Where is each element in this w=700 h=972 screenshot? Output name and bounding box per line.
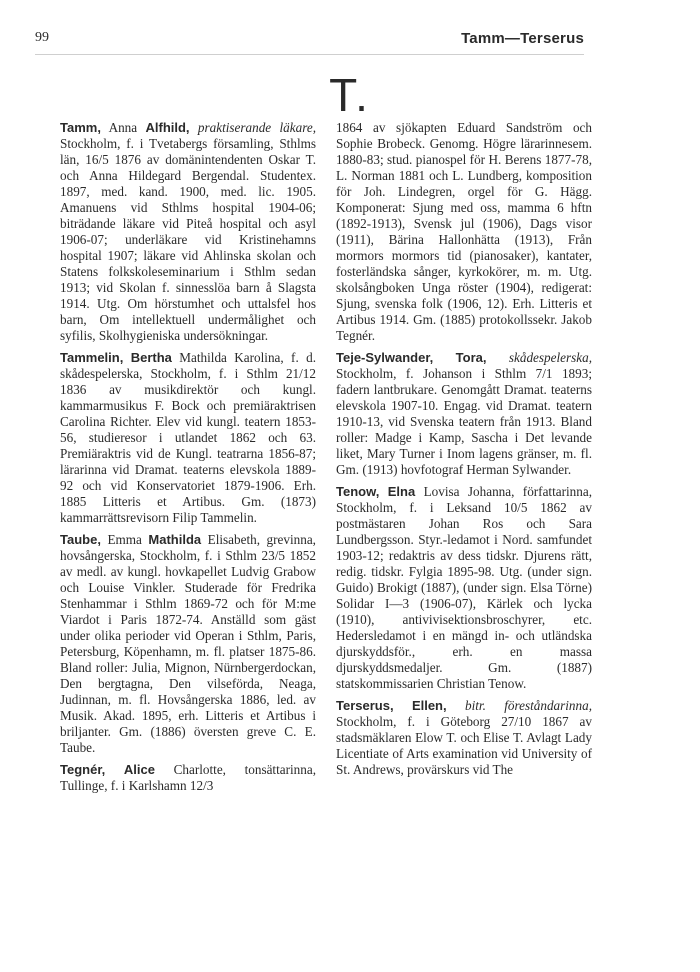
entry-occupation: praktiserande läkare,	[189, 120, 317, 135]
entry-given-name: Alfhild,	[145, 120, 190, 135]
entry-surname: Tenow,	[336, 484, 380, 499]
entry-given-name: Ellen,	[411, 698, 447, 713]
entry-text: 1864 av sjökapten Eduard Sandström och Sophie Brobeck. Genomg. Högre lärarinnesem. 1880-83; stud. pianospel för H. Berens 1877-78, L. Norman 1881 och L. Lundberg, komposition för Joh. Lindegren, orgel för G. Hägg. Komponerat: Sjung med oss, mamma 6 hftn (1892-1913), Svensk jul (1906), Dags visor (1911), Bärina Hallonhätta (1913), Från mormors mormors tid (pianosaker), kantater, fosterländska sånger, kyrkokörer, m. m. Utg. skolsångboken Unga röster (1904), redigerat: Sjung, svenska folk (1906, 12). Erh. Litteris et Artibus 1914. Gm. (1885) protokollssekr. Jakob Tegnér.	[336, 120, 592, 343]
entry-given-name: Alice	[123, 762, 155, 777]
entry-text: Stockholm, f. i Tvetabergs församling, Sthlms län, 16/5 1876 av domänintendenten Oskar T. och Anna Hildegard Bergendal. Studentex. 1897, med. kand. 1900, med. lic. 1905. Amanuens vid Sthlms hospital 1904-06; biträdande läkare vid Piteå hospital och asyl 1906-07; underläkare vid Kristinehamns hospital 1907; läkare vid Ahlinska skolan och Statens folkskoleseminarium i Sthlm sedan 1913; vid Skolan f. sinnesslöa barn å Slagsta 1914. Utg. Om hörstumhet och uttalsfel hos barn, Om intellektuell undermålighet och syfilis, Skolhygieniska undersökningar.	[60, 136, 316, 343]
left-column	[60, 120, 316, 794]
right-column	[336, 120, 592, 778]
entry-text: Mathilda Karolina, f. d. skådespelerska, Stockholm, f. i Sthlm 21/12 1836 av musikdirektör och kungl. kammarmusikus F. Bock och premiäraktrisen Carolina Richter. Elev vid kungl. teatern 1853-56, studieresor i utlandet 1862 och 63. Premiäraktris vid de Kungl. teatrarna 1856-87; lärarinna vid Dramat. teaterns elevskola 1889-92 och vid Konservatoriet 1879-1906. Erh. 1885 Litteris et Artibus. Gm. (1873) kammarrättsrevisorn Filip Tammelin.	[60, 350, 317, 525]
entry-text: Lovisa Johanna, författarinna, Stockholm, f. i Leksand 10/5 1862 av postmästaren Johan Ros och Sara Lundbergsson. Styr.-ledamot i Nord. samfundet 1903-12; redaktris av dess tidskr. Djurens rätt, redig. tidskr. Fylgia 1895-98. Utg. (under sign. Guido) Brokigt (1887), (under sign. Elsa Törne) Solidar I—3 (1906-07), Kärlek och lycka (1910), antivivisektionsbroschyrer, etc. Hedersledamot i en mängd in- och utländska djurskyddsför., erh. en massa djurskyddsmedaljer. Gm. (1887) statskommissarien Christian Tenow.	[336, 484, 593, 691]
entry-terserus	[336, 698, 592, 778]
entry-tamm	[60, 120, 316, 344]
entry-pre	[433, 350, 455, 365]
entry-surname: Tammelin,	[60, 350, 124, 365]
entry-given-name: Bertha	[130, 350, 172, 365]
entry-tenow	[336, 484, 592, 692]
entry-text: Elisabeth, grevinna, hovsångerska, Stockholm, f. i Sthlm 23/5 1852 av medl. av kungl. hovkapellet Ludvig Grabow och Louise Vinkler. Studerade för Fredrika Stenhammar i Sthlm 1869-72 och för M:me Viardot i Paris 1872-74. Anställd som gäst under olika perioder vid Operan i Sthlm, Paris, Petersburg, Köpenhamn, m. fl. platser 1875-86. Bland roller: Julia, Mignon, Nürnbergerdockan, Den bergtagna, Den vilseförda, Neaga, Judinnan, m. fl. Hovsångerska 1886, led. av Musik. Akad. 1895, erh. Litteris et Artibus i briljanter. Gm. (1886) översten greve C. E. Taube.	[60, 532, 316, 755]
entry-surname: Terserus,	[336, 698, 394, 713]
entry-occupation: bitr. föreståndarinna,	[446, 698, 593, 713]
section-letter: T.	[329, 69, 371, 121]
entry-given-name: Mathilda	[148, 532, 202, 547]
entry-text: Stockholm, f. Johanson i Sthlm 7/1 1893; fadern lantbrukare. Genomgått Dramat. teaterns elevskola 1907-10. Engag. vid Dramat. teatern 1910-13, vid Svenska teatern från 1913. Bland roller: Madge i Kamp, Sascha i Det levande liket, Mary Turner i Inom lagens gränser, m. fl. Gm. (1913) hovfotograf Herman Sylwander.	[336, 366, 592, 477]
entry-taube	[60, 532, 316, 756]
entry-pre	[379, 484, 387, 499]
entry-pre: Anna	[100, 120, 146, 135]
entry-teje-sylwander	[336, 350, 592, 478]
entry-text: Stockholm, f. i Göteborg 27/10 1867 av stadsmäklaren Elow T. och Elise T. Avlagt Lady Licentiate of Arts examination vid University of St. Andrews, provärskurs vid The	[336, 714, 592, 777]
entry-tegner-continued	[336, 120, 592, 344]
entry-pre	[394, 698, 412, 713]
entry-tegner	[60, 762, 316, 794]
page-number: 99	[35, 30, 49, 45]
entry-given-name: Tora,	[455, 350, 487, 365]
entry-surname: Teje-Sylwander,	[336, 350, 434, 365]
header-rule	[35, 54, 584, 55]
running-head: Tamm—Terserus	[461, 30, 584, 47]
entry-occupation: skådespelerska,	[486, 350, 592, 365]
entry-text: Charlotte, tonsättarinna, Tullinge, f. i Karlshamn 12/3	[60, 762, 317, 793]
entry-pre: Emma	[100, 532, 149, 547]
entry-surname: Taube,	[60, 532, 101, 547]
entry-given-name: Elna	[387, 484, 416, 499]
entry-pre	[123, 350, 130, 365]
entry-pre	[105, 762, 124, 777]
entry-surname: Tamm,	[60, 120, 101, 135]
entry-tammelin	[60, 350, 316, 526]
entry-surname: Tegnér,	[60, 762, 106, 777]
